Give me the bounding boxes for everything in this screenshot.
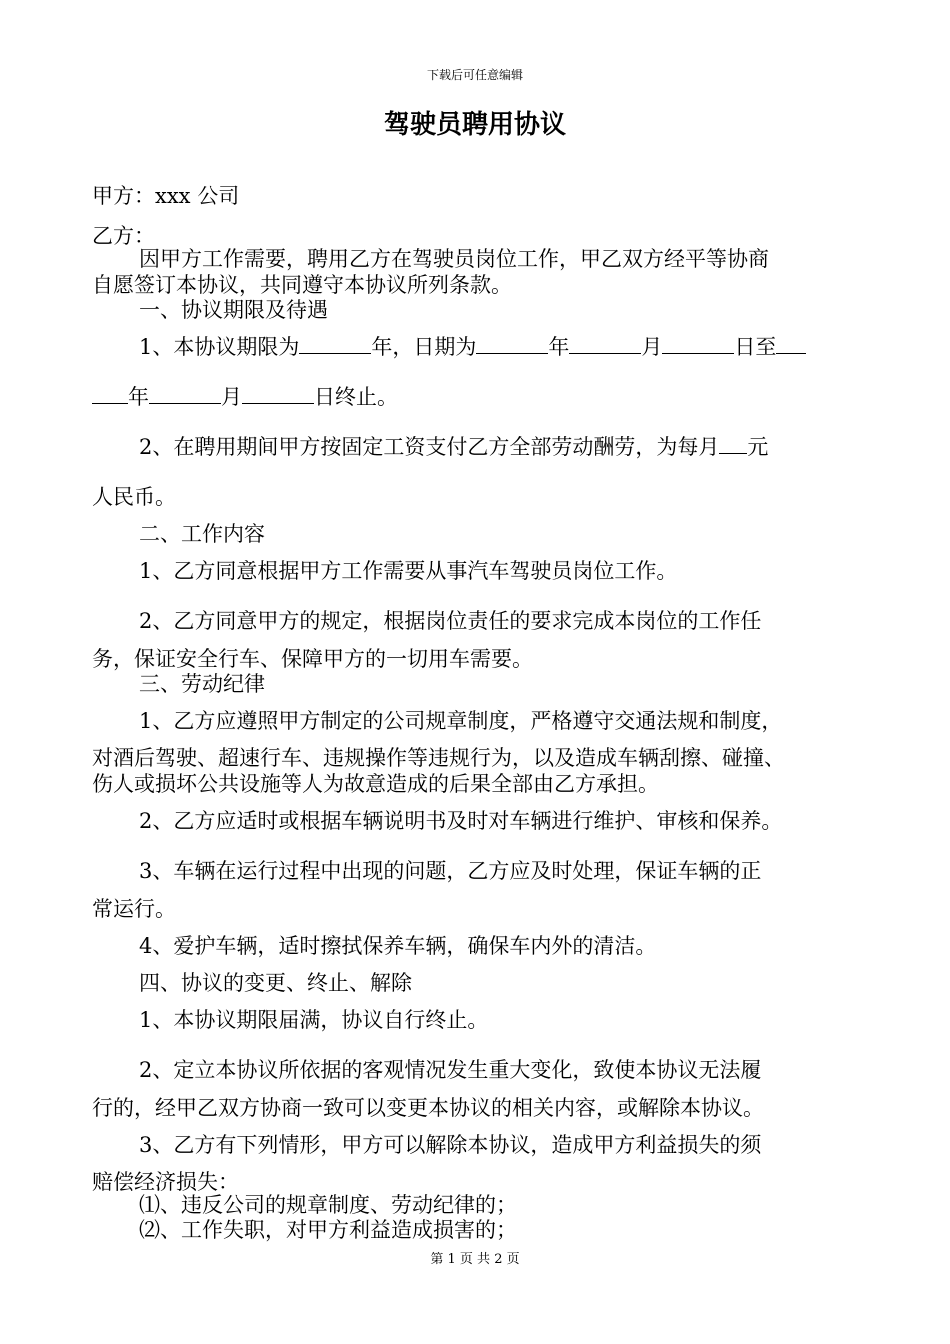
clause-3-1-line-3: 伤人或损坏公共设施等人为故意造成的后果全部由乙方承担。	[92, 772, 659, 796]
clause-1-1-line-1	[139, 333, 806, 361]
clause-text: 年	[128, 385, 149, 409]
clause-1-2-line-1	[139, 433, 768, 461]
blank-salary[interactable]	[719, 433, 747, 454]
clause-4-3-line-2: 赔偿经济损失：	[92, 1170, 239, 1194]
clause-text: 2、在聘用期间甲方按固定工资支付乙方全部劳动酬劳，为每月	[139, 435, 720, 459]
clause-2-2-line-2: 务，保证安全行车、保障甲方的一切用车需要。	[92, 647, 533, 671]
clause-3-3-line-2: 常运行。	[92, 897, 176, 921]
blank-end-year-part[interactable]	[776, 333, 806, 354]
list-item-1: ⑴、违反公司的规章制度、劳动纪律的；	[139, 1193, 517, 1217]
clause-3-4: 4、爱护车辆，适时擦拭保养车辆，确保车内外的清洁。	[139, 934, 657, 958]
clause-text: 日终止。	[314, 385, 398, 409]
document-title: 驾驶员聘用协议	[383, 110, 566, 140]
blank-end-month[interactable]	[149, 383, 221, 404]
blank-years[interactable]	[299, 333, 371, 354]
intro-line-1: 因甲方工作需要，聘用乙方在驾驶员岗位工作，甲乙双方经平等协商	[139, 247, 769, 271]
clause-text: 日至	[734, 335, 777, 359]
list-item-2: ⑵、工作失职，对甲方利益造成损害的；	[139, 1218, 517, 1242]
section-2-title: 二、工作内容	[139, 522, 265, 546]
clause-3-1-line-2: 对酒后驾驶、超速行车、违规操作等违规行为，以及造成车辆刮擦、碰撞、	[92, 746, 785, 770]
clause-3-2: 2、乙方应适时或根据车辆说明书及时对车辆进行维护、审核和保养。	[139, 809, 783, 833]
clause-1-2-line-2: 人民币。	[92, 485, 176, 509]
party-b: 乙方：	[92, 224, 155, 248]
clause-3-1-line-1: 1、乙方应遵照甲方制定的公司规章制度，严格遵守交通法规和制度，	[139, 709, 783, 733]
section-3-title: 三、劳动纪律	[139, 672, 265, 696]
blank-end-year[interactable]	[92, 383, 128, 404]
clause-text: 年	[548, 335, 570, 359]
clause-text: 月	[641, 335, 663, 359]
clause-4-1: 1、本协议期限届满，协议自行终止。	[139, 1008, 489, 1032]
blank-start-day[interactable]	[662, 333, 734, 354]
blank-start-month[interactable]	[569, 333, 641, 354]
page-number: 第 1 页 共 2 页	[430, 1252, 520, 1267]
clause-2-2-line-1: 2、乙方同意甲方的规定，根据岗位责任的要求完成本岗位的工作任	[139, 609, 762, 633]
clause-text: 元	[747, 435, 769, 459]
clause-text: 年，日期为	[371, 335, 477, 359]
intro-line-2: 自愿签订本协议，共同遵守本协议所列条款。	[92, 273, 512, 297]
clause-4-2-line-2: 行的，经甲乙双方协商一致可以变更本协议的相关内容，或解除本协议。	[92, 1096, 764, 1120]
page-header: 下载后可任意编辑	[426, 68, 523, 82]
section-1-title: 一、协议期限及待遇	[139, 298, 328, 322]
clause-4-2-line-1: 2、定立本协议所依据的客观情况发生重大变化，致使本协议无法履	[139, 1058, 762, 1082]
clause-text: 月	[221, 385, 242, 409]
party-a: 甲方：xxx 公司	[92, 184, 240, 208]
clause-3-3-line-1: 3、车辆在运行过程中出现的问题，乙方应及时处理，保证车辆的正	[139, 859, 762, 883]
clause-4-3-line-1: 3、乙方有下列情形，甲方可以解除本协议，造成甲方利益损失的须	[139, 1133, 762, 1157]
blank-end-day[interactable]	[242, 383, 314, 404]
clause-text: 1、本协议期限为	[139, 335, 300, 359]
clause-2-1: 1、乙方同意根据甲方工作需要从事汽车驾驶员岗位工作。	[139, 559, 678, 583]
section-4-title: 四、协议的变更、终止、解除	[139, 971, 412, 995]
blank-start-year[interactable]	[476, 333, 548, 354]
clause-1-1-line-2	[92, 383, 398, 411]
